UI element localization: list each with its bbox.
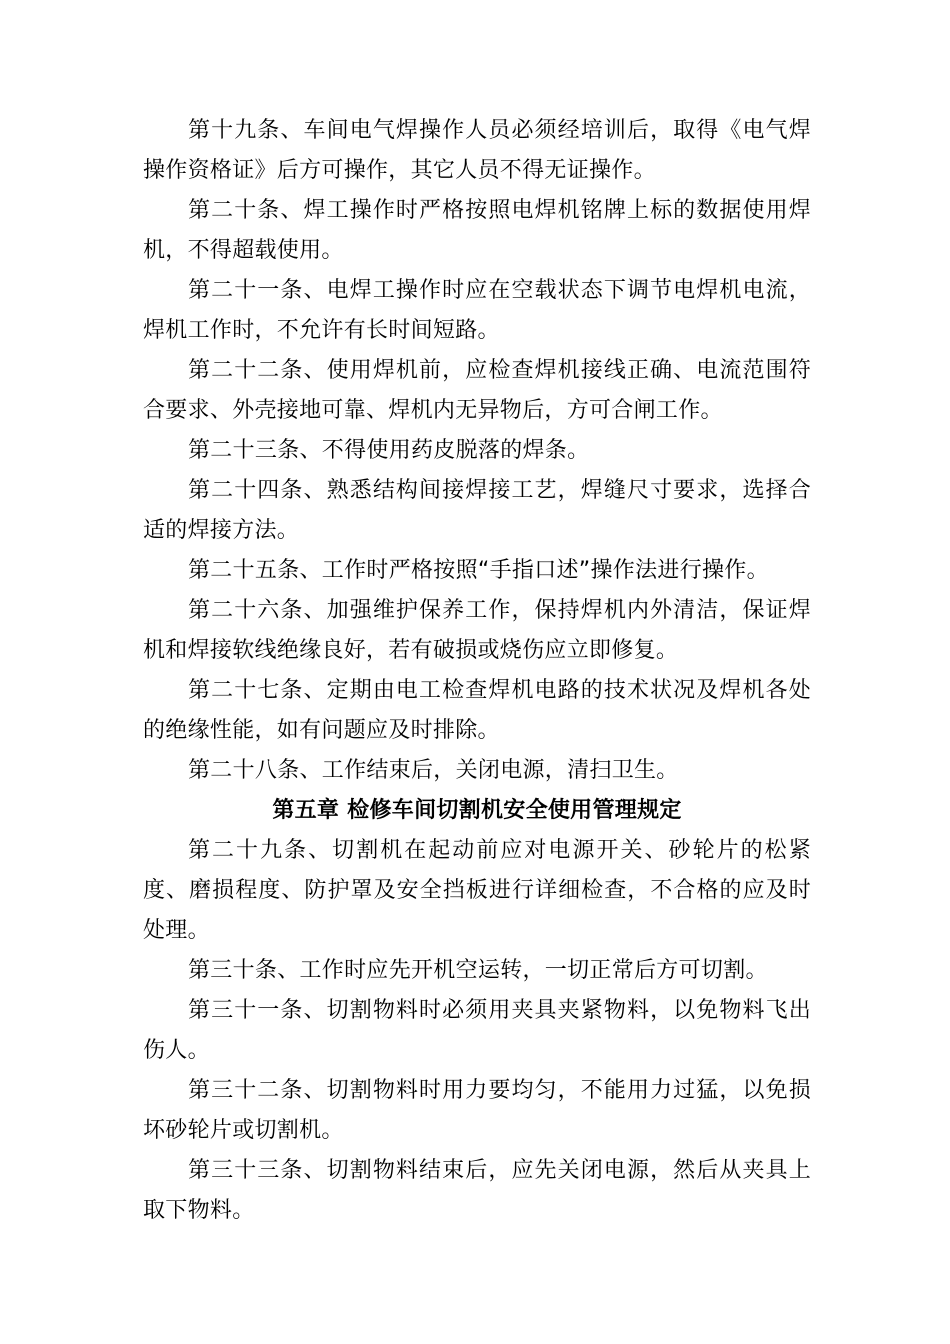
article-29: 第二十九条、切割机在起动前应对电源开关、砂轮片的松紧度、磨损程度、防护罩及安全挡板进行详细检查，不合格的应及时处理。	[143, 838, 811, 943]
chapter-title: 第五章 检修车间切割机安全使用管理规定	[272, 798, 682, 823]
article-25: 第二十五条、工作时严格按照“手指口述”操作法进行操作。	[188, 558, 769, 583]
article-32: 第三十二条、切割物料时用力要均匀，不能用力过猛，以免损坏砂轮片或切割机。	[143, 1078, 811, 1143]
article-19: 第十九条、车间电气焊操作人员必须经培训后，取得《电气焊操作资格证》后方可操作，其它人员不得无证操作。	[143, 118, 811, 183]
article-28: 第二十八条、工作结束后，关闭电源，清扫卫生。	[188, 758, 679, 783]
article-30: 第三十条、工作时应先开机空运转，一切正常后方可切割。	[188, 958, 768, 983]
article-26: 第二十六条、加强维护保养工作，保持焊机内外清洁，保证焊机和焊接软线绝缘良好，若有破损或烧伤应立即修复。	[143, 598, 811, 663]
article-33: 第三十三条、切割物料结束后，应先关闭电源，然后从夹具上取下物料。	[143, 1158, 811, 1223]
article-27: 第二十七条、定期由电工检查焊机电路的技术状况及焊机各处的绝缘性能，如有问题应及时排除。	[143, 678, 811, 743]
article-31: 第三十一条、切割物料时必须用夹具夹紧物料，以免物料飞出伤人。	[143, 998, 811, 1063]
article-21: 第二十一条、电焊工操作时应在空载状态下调节电焊机电流，焊机工作时，不允许有长时间短路。	[143, 278, 811, 343]
document-page	[143, 111, 811, 1231]
article-23: 第二十三条、不得使用药皮脱落的焊条。	[188, 438, 590, 463]
article-22: 第二十二条、使用焊机前，应检查焊机接线正确、电流范围符合要求、外壳接地可靠、焊机内无异物后，方可合闸工作。	[143, 358, 811, 423]
article-24: 第二十四条、熟悉结构间接焊接工艺，焊缝尺寸要求，选择合适的焊接方法。	[143, 478, 811, 543]
article-20: 第二十条、焊工操作时严格按照电焊机铭牌上标的数据使用焊机，不得超载使用。	[143, 198, 811, 263]
